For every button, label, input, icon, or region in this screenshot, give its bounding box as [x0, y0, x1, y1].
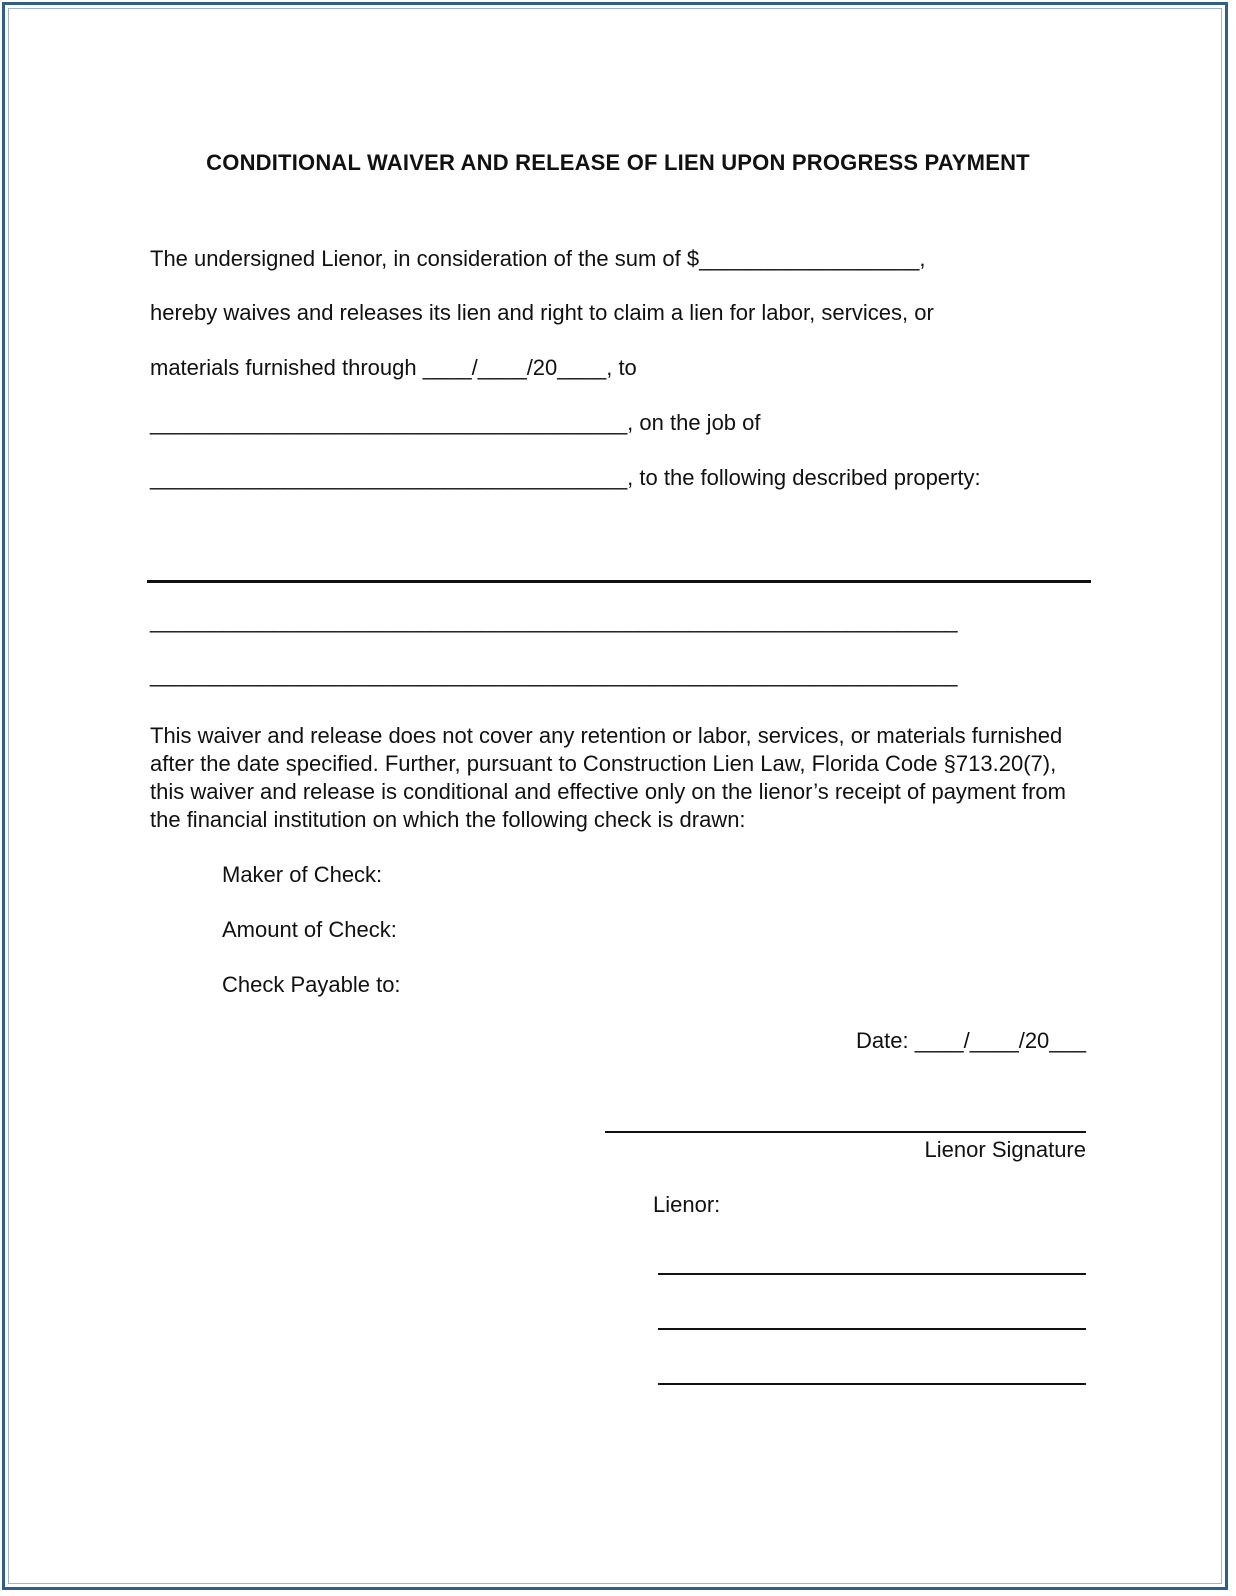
lienor-signature-label: Lienor Signature	[924, 1137, 1086, 1162]
property-blank-line-2: __________________________________________________________________	[150, 662, 958, 687]
lienor-blank-rule-2	[658, 1328, 1086, 1330]
date-line: Date: ____/____/20___	[856, 1028, 1086, 1053]
check-payable-label: Check Payable to:	[222, 972, 401, 997]
property-blank-line-1: __________________________________________________________________	[150, 608, 958, 633]
property-line: _______________________________________, to the following described property:	[150, 465, 981, 490]
lienor-blank-rule-1	[658, 1273, 1086, 1275]
consideration-line: The undersigned Lienor, in consideration of the sum of $__________________,	[150, 246, 926, 271]
lienor-label: Lienor:	[653, 1192, 721, 1217]
job-line: _______________________________________, on the job of	[150, 410, 761, 435]
conditions-paragraph: This waiver and release does not cover any retention or labor, services, or materials furnished after the date specified. Further, pursuant to Construction Lien Law, Florida Code §713.20(7), this waiver and release is conditional and effective only on the lienor’s receipt of payment from the financial institution on which the following check is drawn:	[150, 723, 1066, 832]
property-description-rule	[147, 580, 1091, 583]
document-title: CONDITIONAL WAIVER AND RELEASE OF LIEN UPON PROGRESS PAYMENT	[206, 150, 1030, 175]
lienor-blank-rule-3	[658, 1383, 1086, 1385]
signature-rule	[605, 1131, 1086, 1133]
maker-of-check-label: Maker of Check:	[222, 862, 383, 887]
furnished-through-line: materials furnished through ____/____/20____, to	[150, 355, 637, 380]
waiver-line: hereby waives and releases its lien and right to claim a lien for labor, services, or	[150, 300, 934, 325]
amount-of-check-label: Amount of Check:	[222, 917, 397, 942]
